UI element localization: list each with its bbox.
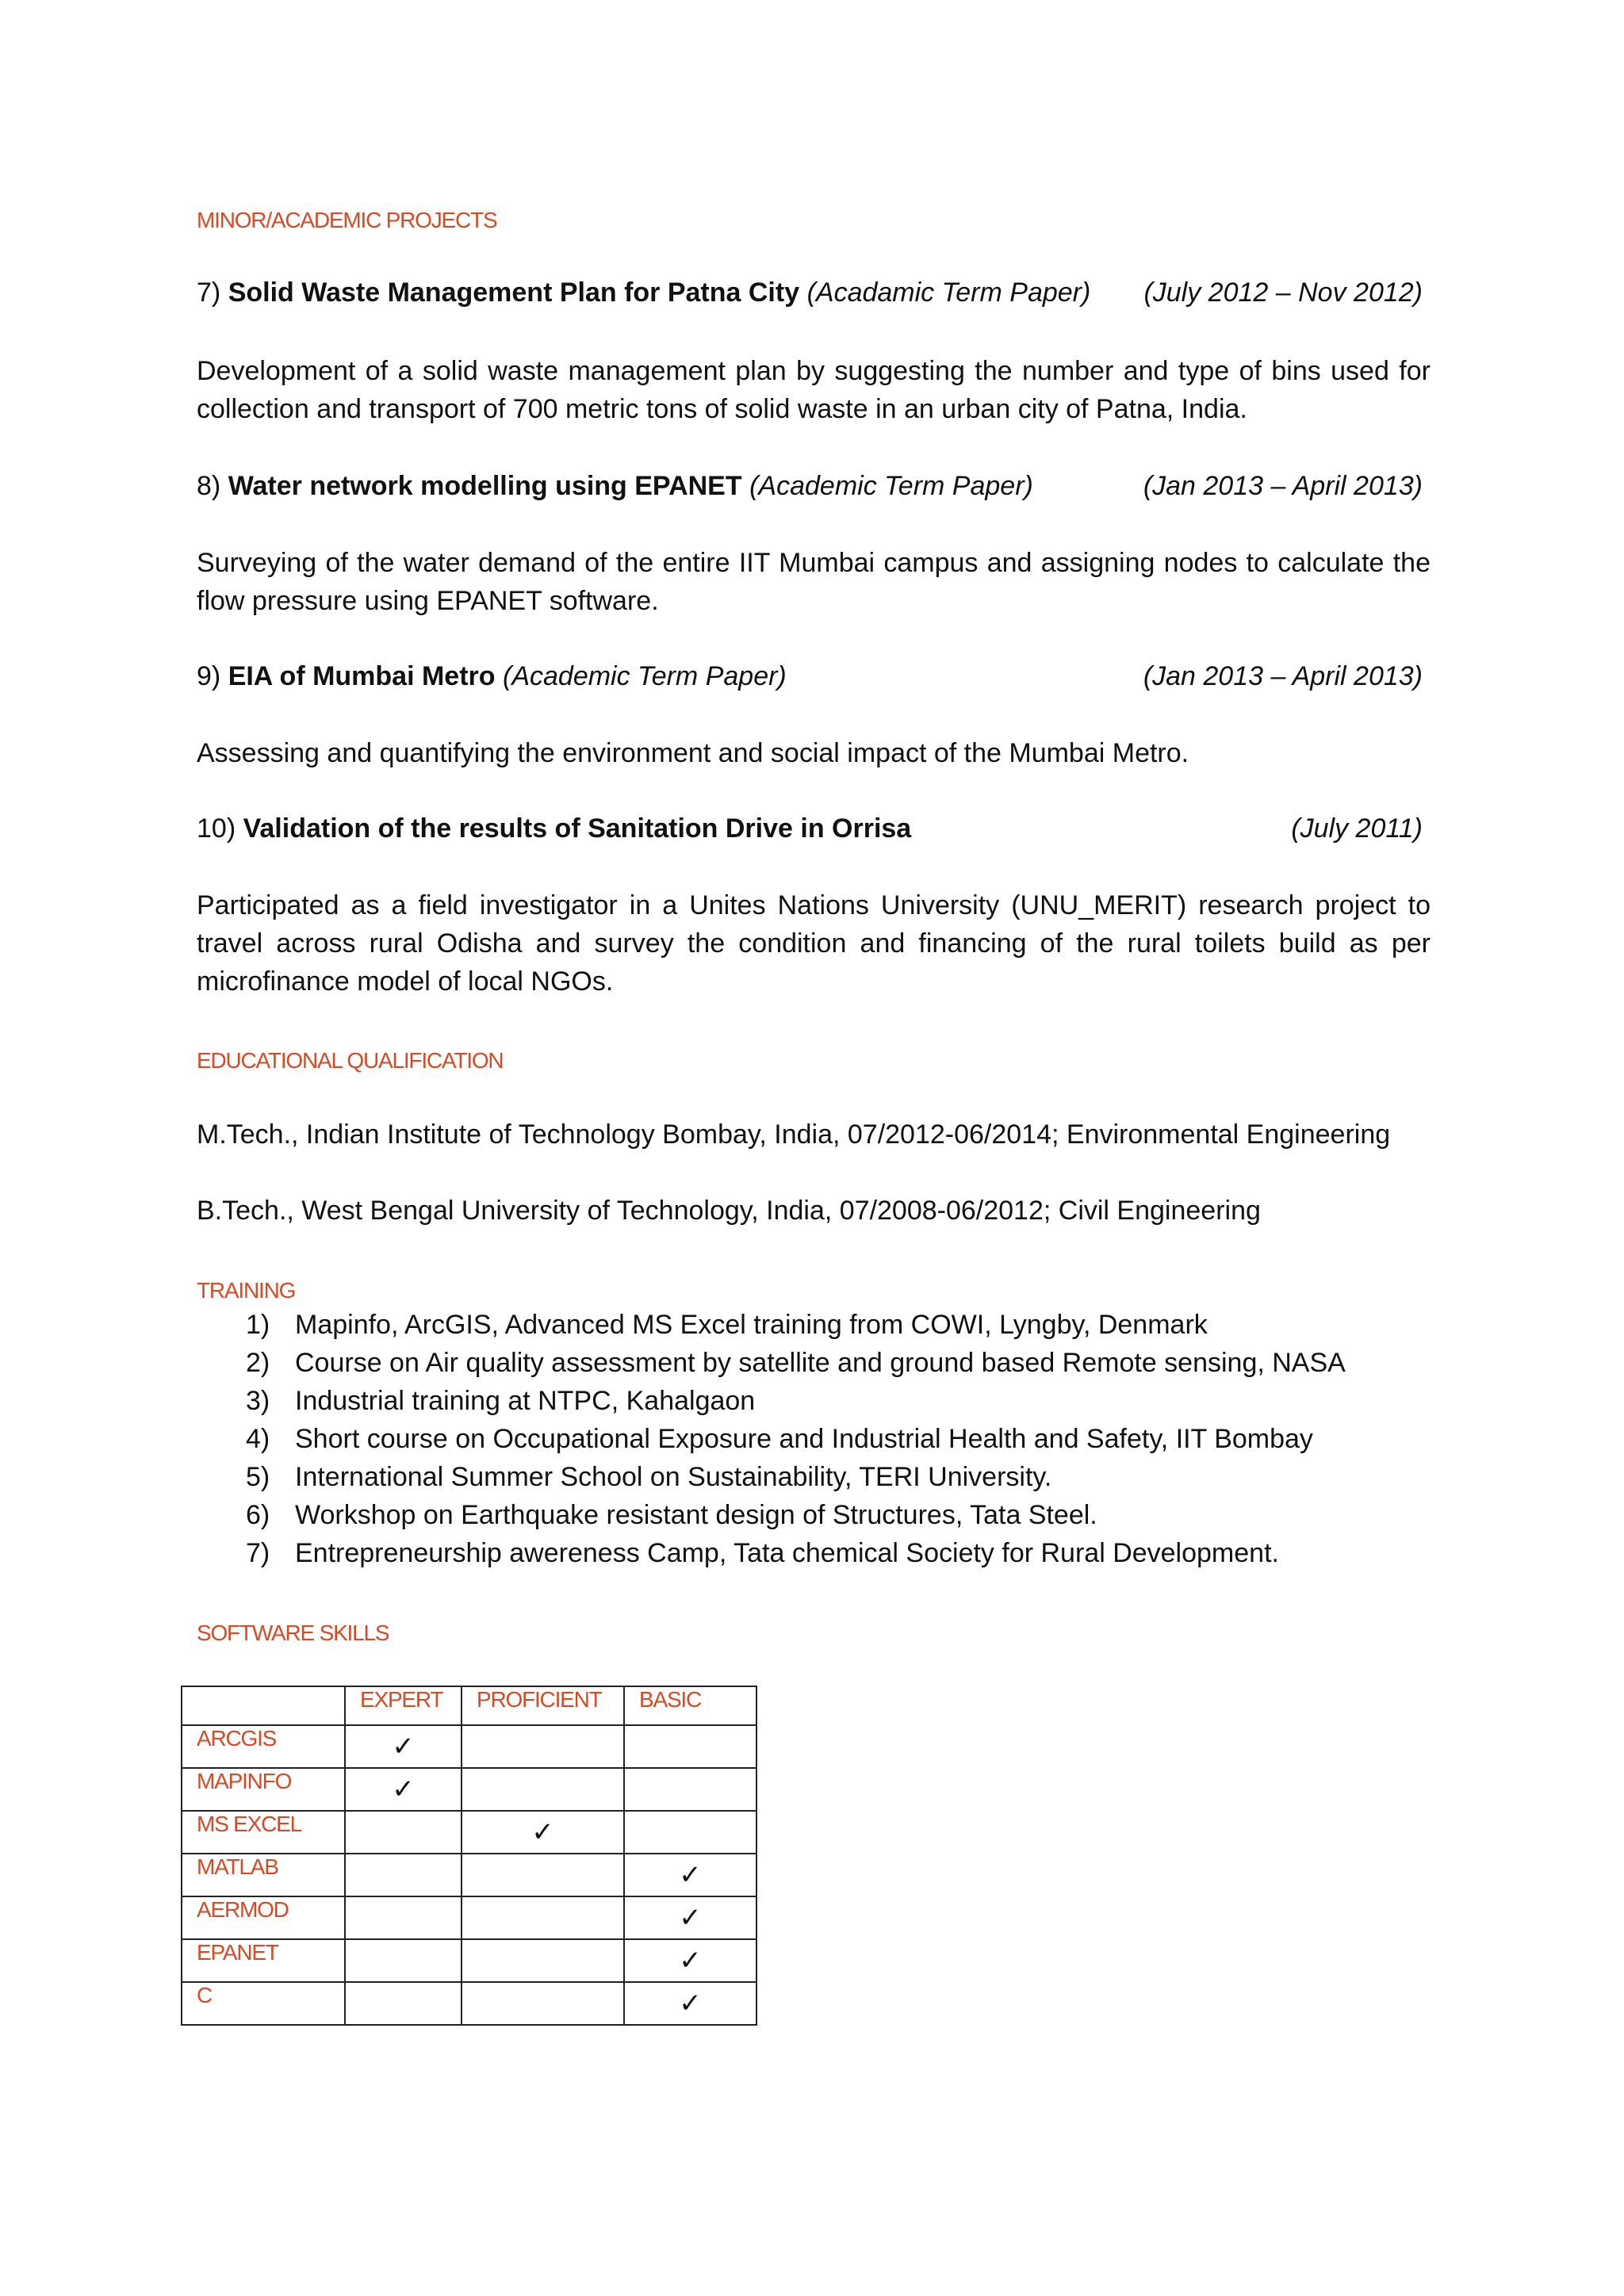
empty-cell [624,1725,756,1768]
project-type: (Academic Term Paper) [749,471,1033,501]
skill-name: MS EXCEL [182,1811,345,1854]
empty-cell [345,1896,462,1939]
project-title: Validation of the results of Sanitation Drive in Orrisa [243,813,912,844]
project-9-dates: (Jan 2013 – April 2013) [1143,661,1423,691]
check-mark-icon: ✓ [624,1939,756,1982]
skill-name: MAPINFO [182,1768,345,1811]
project-8-title-line [197,471,1033,502]
skills-header-blank [182,1686,345,1725]
training-item: 7) Entrepreneurship awereness Camp, Tata chemical Society for Rural Development. [246,1538,1279,1568]
empty-cell [462,1725,624,1768]
project-10-description: Participated as a field investigator in a Unites Nations University (UNU_MERIT) research project to travel across rural Odisha and survey the condition and financing of the rural toilets build as per microfinance model of local NGOs. [197,890,1431,997]
project-9-title-line [197,661,787,692]
skill-name: MATLAB [182,1854,345,1896]
skills-row [182,1725,756,1768]
project-title: EIA of Mumbai Metro [228,661,496,691]
skill-name: C [182,1982,345,2025]
check-mark-icon: ✓ [345,1725,462,1768]
education-btech: B.Tech., West Bengal University of Technology, India, 07/2008-06/2012; Civil Engineering [197,1196,1261,1226]
skill-name: AERMOD [182,1896,345,1939]
training-item: 1) Mapinfo, ArcGIS, Advanced MS Excel training from COWI, Lyngby, Denmark [246,1310,1208,1340]
skills-header-row [182,1686,756,1725]
skills-header-proficient: PROFICIENT [462,1686,624,1725]
project-number: 8) [197,471,221,501]
skills-row [182,1939,756,1982]
check-mark-icon: ✓ [462,1811,624,1854]
empty-cell [345,1982,462,2025]
training-item: 2) Course on Air quality assessment by satellite and ground based Remote sensing, NASA [246,1348,1346,1378]
project-8-dates: (Jan 2013 – April 2013) [1143,471,1423,501]
projects-heading: MINOR/ACADEMIC PROJECTS [197,208,497,232]
skills-table [181,1686,757,2026]
project-type: (Acadamic Term Paper) [806,277,1091,308]
empty-cell [345,1939,462,1982]
project-10-dates: (July 2011) [1291,813,1423,844]
skill-name: ARCGIS [182,1725,345,1768]
project-9-description: Assessing and quantifying the environment and social impact of the Mumbai Metro. [197,738,1189,768]
skill-name: EPANET [182,1939,345,1982]
project-7-description: Development of a solid waste management plan by suggesting the number and type of bins used for collection and transport of 700 metric tons of solid waste in an urban city of Patna, India. [197,356,1431,424]
check-mark-icon: ✓ [624,1982,756,2025]
skills-row [182,1854,756,1896]
check-mark-icon: ✓ [624,1854,756,1896]
skills-row [182,1982,756,2025]
training-item: 5) International Summer School on Sustainability, TERI University. [246,1462,1052,1492]
empty-cell [462,1939,624,1982]
empty-cell [624,1811,756,1854]
skills-row [182,1768,756,1811]
project-number: 7) [197,277,221,308]
empty-cell [624,1768,756,1811]
education-heading: EDUCATIONAL QUALIFICATION [197,1048,504,1073]
empty-cell [462,1854,624,1896]
project-7-dates: (July 2012 – Nov 2012) [1143,277,1423,308]
skills-header-basic: BASIC [624,1686,756,1725]
check-mark-icon: ✓ [345,1768,462,1811]
education-mtech: M.Tech., Indian Institute of Technology Bombay, India, 07/2012-06/2014; Environmental Engineering [197,1119,1391,1150]
project-title: Water network modelling using EPANET [228,471,742,501]
empty-cell [345,1854,462,1896]
project-title: Solid Waste Management Plan for Patna City [228,277,800,308]
skills-row [182,1811,756,1854]
empty-cell [462,1768,624,1811]
project-type: (Academic Term Paper) [503,661,787,691]
empty-cell [462,1896,624,1939]
project-7-title-line [197,277,1090,308]
project-10-title-line [197,813,911,844]
training-item: 6) Workshop on Earthquake resistant design of Structures, Tata Steel. [246,1500,1097,1530]
skills-row [182,1896,756,1939]
check-mark-icon: ✓ [624,1896,756,1939]
skills-header-expert: EXPERT [345,1686,462,1725]
software-heading: SOFTWARE SKILLS [197,1621,389,1645]
training-item: 4) Short course on Occupational Exposure and Industrial Health and Safety, IIT Bombay [246,1424,1313,1454]
project-number: 10) [197,813,236,844]
empty-cell [345,1811,462,1854]
training-item: 3) Industrial training at NTPC, Kahalgaon [246,1386,756,1416]
project-number: 9) [197,661,221,691]
empty-cell [462,1982,624,2025]
project-8-description: Surveying of the water demand of the entire IIT Mumbai campus and assigning nodes to calculate the flow pressure using EPANET software. [197,548,1431,616]
training-heading: TRAINING [197,1278,296,1303]
